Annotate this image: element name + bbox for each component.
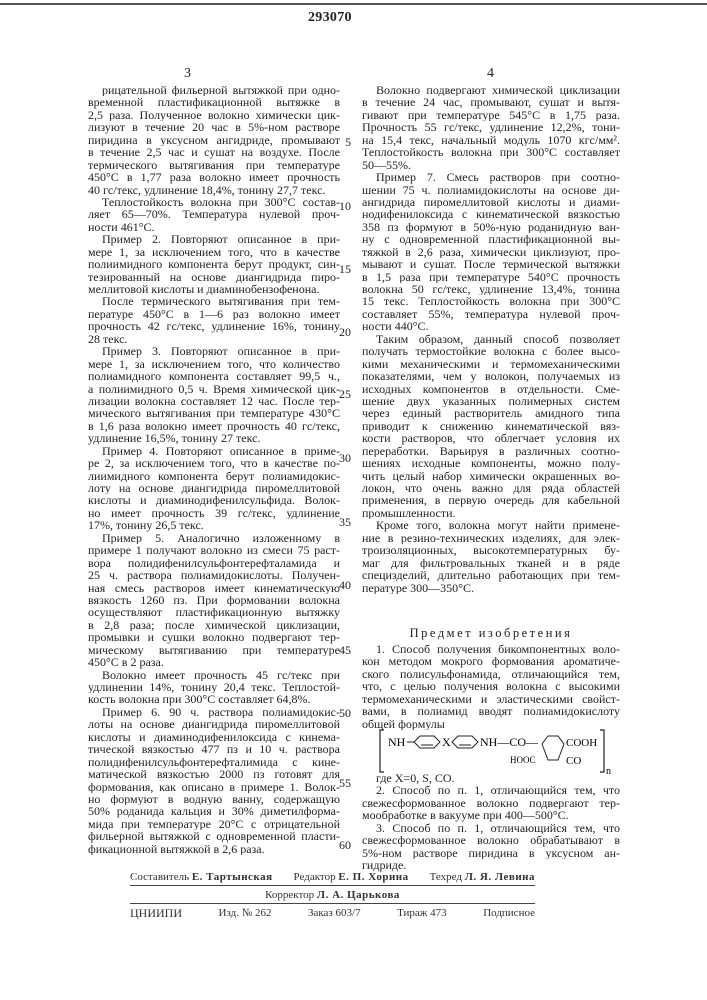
text-line: получать термостойкие волокна с более высо- [362, 345, 620, 357]
text-line: рицательной фильерной вытяжкой при одно- [88, 84, 340, 96]
text-line: в течение 2,5 час и сушат на воздухе. После [88, 146, 340, 158]
text-line: промышленности. [362, 507, 620, 519]
formula-x: X [442, 735, 451, 749]
text-line: ности 440°С. [362, 320, 620, 332]
claims-2-3 [362, 772, 620, 872]
text-line: ности 461°С. [88, 221, 340, 233]
line-number: 25 [337, 387, 351, 402]
text-line: переработки. Варьируя в различных соотно- [362, 445, 620, 457]
text-line: ляет 65—70%. Температура нулевой проч- [88, 208, 340, 220]
publisher-org: ЦНИИПИ [130, 907, 182, 920]
text-line: кости растворов, что облегчает условия их [362, 432, 620, 444]
line-number: 20 [337, 325, 351, 340]
page-number-left: 3 [184, 66, 191, 82]
techred-name: Л. Я. Левина [465, 871, 535, 883]
text-line: в течение 24 час, промывают, сушат и вытя- [362, 96, 620, 108]
text-line: исходных компонентов в отдельности. Сме- [362, 383, 620, 395]
text-line: Пример 5. Аналогично изложенному в [88, 532, 340, 544]
top-border [0, 3, 707, 5]
text-line: лизуют в течение 20 час в 5%-ном растворе [88, 121, 340, 133]
text-line: троизоляционных, высокотемпературных бу- [362, 544, 620, 556]
text-line: 2. Способ по п. 1, отличающийся тем, что [362, 784, 620, 796]
benzene-ring-icon [414, 736, 440, 748]
line-number: 30 [337, 451, 351, 466]
text-line: 25 ч. раствора полиамидокислоты. Получен- [88, 569, 340, 581]
text-line: мывают и сушат. После термической вытяжки [362, 258, 620, 270]
text-line: Пример 6. 90 ч. раствора полиамидокис- [88, 706, 340, 718]
line-number: 45 [337, 643, 351, 658]
text-line: кислоты и диаминодифенилоксида с кинема- [88, 731, 340, 743]
text-line: гидриде. [362, 859, 620, 871]
text-line: термомеханическими и эластическими свойст- [362, 693, 620, 705]
order-number: Заказ 603/7 [308, 907, 361, 920]
document-number: 293070 [308, 10, 352, 26]
text-line: свежесформованное волокно обрабатывают в [362, 834, 620, 846]
text-line: где X=0, S, CO. [362, 772, 620, 784]
line-number: 55 [337, 776, 351, 791]
text-line: применения, в первую очередь для кабельной [362, 494, 620, 506]
text-line: специзделий, длительно работающих при тем- [362, 569, 620, 581]
left-bracket [380, 730, 384, 772]
claims-heading: Предмет изобретения [362, 626, 620, 641]
text-line: в 2,8 раза; после химической циклизации, [88, 619, 340, 631]
text-line: прочность 42 гс/текс, удлинение 16%, тонину [88, 320, 340, 332]
text-line: чить целый набор химически окрашенных во- [362, 470, 620, 482]
text-line: ского полисульфонамида, отличающийся тем, [362, 668, 620, 680]
text-line: Волокно имеет прочность 45 гс/текс при [88, 669, 340, 681]
text-line: маг для фильтровальных тканей и в ряде [362, 557, 620, 569]
text-line: 28 текс. [88, 333, 340, 345]
text-line: мообработке в вакууме при 400—500°С. [362, 809, 620, 821]
formula-cooh: COOH [566, 737, 597, 749]
text-line: Теплостойкость волокна при 300°С составляет [362, 146, 620, 158]
text-line: термического вытягивания при температуре [88, 159, 340, 171]
text-line: пературе 300—350°С. [362, 582, 620, 594]
text-line: в 1,6 раза волокно имеет прочность 40 гс/текс, [88, 420, 340, 432]
text-line: Таким образом, данный способ позволяет [362, 333, 620, 345]
text-line: показателями, чем у волокон, получаемых из [362, 370, 620, 382]
right-bracket [600, 730, 604, 772]
text-line: 3. Способ по п. 1, отличающийся тем, что [362, 822, 620, 834]
text-line: приводит к снижению кинематической вяз- [362, 420, 620, 432]
text-line: 450°С в 2 раза. [88, 656, 340, 668]
text-line: 2,5 раза. Полученное волокно химически цик- [88, 109, 340, 121]
text-line: удлинение 16,5%, тонину 27 текс. [88, 432, 340, 444]
text-line: 50—55%. [362, 159, 620, 171]
text-line: ре 2, за исключением того, что в качестве по- [88, 457, 340, 469]
text-line: тической вязкостью 477 пз и 10 ч. раствора [88, 743, 340, 755]
text-line: 40 гс/текс, удлинение 18,4%, тонину 27,7 текс. [88, 184, 340, 196]
text-line: Прочность 55 гс/текс, удлинение 12,2%, тони- [362, 121, 620, 133]
text-line: Пример 4. Повторяют описанное в приме- [88, 445, 340, 457]
text-line: но имеет прочность 39 гс/текс, удлинение [88, 507, 340, 519]
text-line: вязкость 1260 пз. При формовании волокна [88, 594, 340, 606]
text-line: но формуют в водную ванну, содержащую [88, 793, 340, 805]
text-line: шение двух указанных полимерных систем [362, 395, 620, 407]
text-line: ну с одновременной пластификационной вы- [362, 233, 620, 245]
text-line: мере 1, за исключением того, что количество [88, 358, 340, 370]
text-line: мическому вытягиванию при температуре [88, 644, 340, 656]
line-number: 40 [337, 578, 351, 593]
text-line: лоту на основе диангидрида пиромеллитовой [88, 482, 340, 494]
compiler-label: Составитель [130, 871, 189, 883]
edition-number: Изд. № 262 [219, 907, 272, 920]
text-line: Теплостойкость волокна при 300°С состав- [88, 196, 340, 208]
text-line: мида при температуре 20°С с отрицательной [88, 818, 340, 830]
text-line: на 15,4 текс, начальный модуль 1070 кгс/мм². [362, 134, 620, 146]
line-number: 60 [337, 838, 351, 853]
formula-co: CO [566, 755, 581, 767]
text-line: формования, как описано в примере 1. Волок- [88, 781, 340, 793]
text-line: Волокно подвергают химической циклизации [362, 84, 620, 96]
divider [130, 903, 535, 904]
text-line: кими механическими и термомеханическими [362, 358, 620, 370]
text-line: гивают при температуре 545°С в 1,75 раза. [362, 109, 620, 121]
imprint-footer [130, 871, 535, 920]
line-number: 10 [337, 199, 351, 214]
corrector-name: Л. А. Царькова [317, 889, 400, 901]
text-line: полидифенилсульфонтерефталимида с кине- [88, 756, 340, 768]
text-line: вами, в полиамид вводят полиамидокислоту [362, 705, 620, 717]
text-line: полиамидного компонента составляет 99,5 ч., [88, 370, 340, 382]
text-line: 1. Способ получения бикомпонентных воло- [362, 643, 620, 655]
text-line: Пример 2. Повторяют описанное в при- [88, 233, 340, 245]
text-line: удлинении 14%, тонину 20,4 текс. Теплостой- [88, 681, 340, 693]
divider [130, 885, 535, 886]
text-line: примере 1 получают волокно из смеси 75 раст- [88, 544, 340, 556]
text-line: лизации волокна составляет 12 час. После тер- [88, 395, 340, 407]
text-line: нодифенилоксида с кинематической вязкостью [362, 208, 620, 220]
print-run: Тираж 473 [397, 907, 447, 920]
text-line: общей формулы [362, 718, 620, 730]
formula-hooc: HOOC [510, 755, 536, 765]
text-line: Пример 3. Повторяют описанное в при- [88, 345, 340, 357]
text-line: кость волокна при 300°С составляет 64,8%. [88, 693, 340, 705]
line-number: 50 [337, 706, 351, 721]
text-line: локон, что очень важно для ряда областей [362, 482, 620, 494]
text-line: мере 1, за исключением того, что в качестве [88, 246, 340, 258]
claim-1 [362, 643, 620, 730]
text-line: мического вытягивания при температуре 430°С [88, 407, 340, 419]
text-line: через единый растворитель амидного типа [362, 407, 620, 419]
text-line: шении 75 ч. полиамидокислоты на основе ди- [362, 184, 620, 196]
text-line: полиимидного компонента берут продукт, син- [88, 258, 340, 270]
text-line: ная смесь растворов имеет кинематическую [88, 582, 340, 594]
formula-nh-left: NH [388, 735, 406, 749]
text-line: волокна 50 гс/текс, удлинение 13,4%, тонина [362, 283, 620, 295]
text-line: Кроме того, волокна могут найти примене- [362, 519, 620, 531]
text-line: пературе 450°С в 1—6 раз волокно имеет [88, 308, 340, 320]
text-line: а полиимидного 0,5 ч. Время химической цик- [88, 383, 340, 395]
text-line: фильерной вытяжкой с одновременной пласти- [88, 830, 340, 842]
text-line: составляет 55%, температура нулевой проч- [362, 308, 620, 320]
text-line: кислоты и диаминодифенилсульфида. Волок- [88, 494, 340, 506]
line-number: 15 [337, 262, 351, 277]
line-number: 5 [337, 135, 351, 150]
text-line: лиимидного компонента берут полиамидокис- [88, 470, 340, 482]
text-line: кон методом мокрого формования ароматиче- [362, 655, 620, 667]
text-line: лоты на основе диангидрида пиромеллитовой [88, 718, 340, 730]
text-line: 50% роданида кальция и 30% диметилформа- [88, 805, 340, 817]
text-line: свежесформованное волокно подвергают тер- [362, 797, 620, 809]
text-line: тяжкой в 2,6 раза, химически циклизуют, про- [362, 246, 620, 258]
text-line: матической вязкостью 2000 пз готовят для [88, 768, 340, 780]
text-line: в 1,5 раза при температуре 540°С прочность [362, 271, 620, 283]
right-column [362, 84, 620, 594]
benzene-ring-icon [542, 736, 564, 760]
compiler-name: Е. Тартынская [192, 871, 273, 883]
text-line: ние в резино-технических изделиях, для элек- [362, 532, 620, 544]
text-line: фикационной вытяжкой в 2,6 раза. [88, 843, 340, 855]
text-line: ангидрида пиромеллитовой кислоты и диами- [362, 196, 620, 208]
corrector-label: Корректор [265, 889, 314, 901]
chemical-formula [378, 728, 618, 776]
text-line: тезированный на основе диангидрида пиро- [88, 271, 340, 283]
editor-label: Редактор [294, 871, 336, 883]
text-line: Пример 7. Смесь растворов при соотно- [362, 171, 620, 183]
text-line: 17%, тонину 26,5 текс. [88, 519, 340, 531]
line-number: 35 [337, 515, 351, 530]
text-line: 450°С в 1,77 раза волокно имеет прочность [88, 171, 340, 183]
text-line: осуществляют пластификационную вытяжку [88, 606, 340, 618]
text-line: пиридина в уксусном ангидриде, промывают [88, 134, 340, 146]
formula-n: n [606, 766, 611, 776]
benzene-ring-icon [452, 736, 478, 748]
subscription-note: Подписное [483, 907, 535, 920]
page-number-right: 4 [487, 66, 494, 82]
text-line: После термического вытягивания при тем- [88, 295, 340, 307]
text-line: 358 пз формуют в 50%-ную роданидную ван- [362, 221, 620, 233]
text-line: вора полидифенилсульфонтерефталамида и [88, 557, 340, 569]
text-line: промывки и сушки волокно подвергают тер- [88, 631, 340, 643]
editor-name: Е. П. Хорина [338, 871, 408, 883]
text-line: меллитовой кислоты и диаминобензофенона. [88, 283, 340, 295]
text-line: шениях исходные компоненты, можно полу- [362, 457, 620, 469]
left-column [88, 84, 340, 855]
text-line: 5%-ном растворе пиридина в уксусном ан- [362, 847, 620, 859]
text-line: 15 текс. Теплостойкость волокна при 300°С [362, 295, 620, 307]
text-line: что, с целью получения волокна с высокими [362, 680, 620, 692]
text-line: временной пластификационной вытяжке в [88, 96, 340, 108]
formula-nh-co: NH—CO— [480, 735, 539, 749]
techred-label: Техред [430, 871, 462, 883]
